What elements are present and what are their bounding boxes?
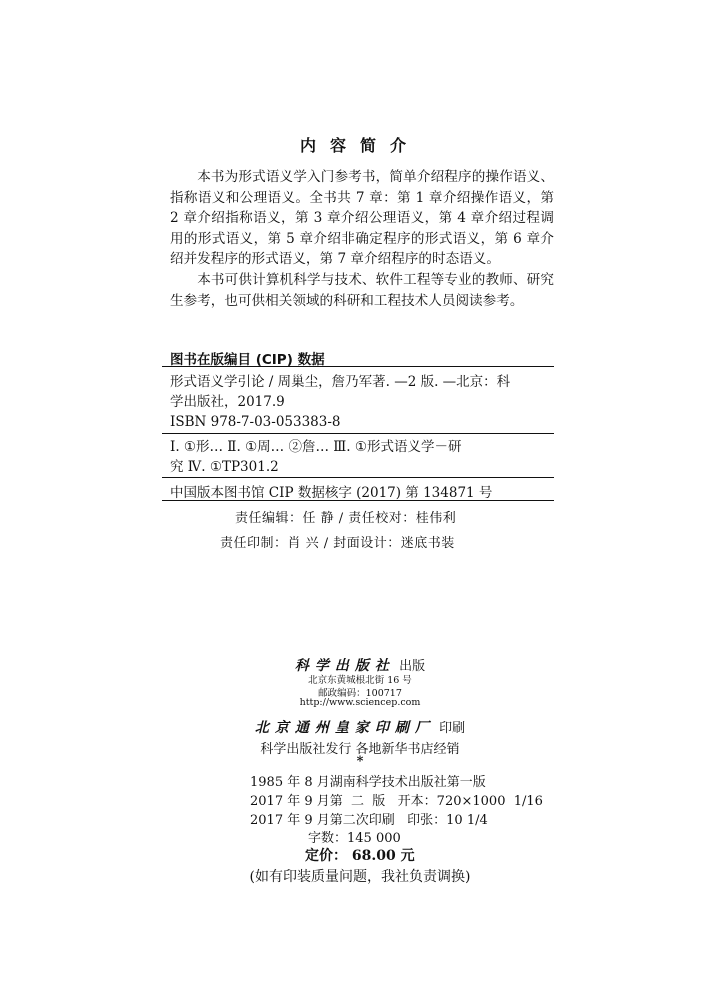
publisher-website: http://www.sciencep.com [299, 697, 421, 708]
printer-suffix: 印刷 [439, 721, 466, 736]
price-label: 定价： [305, 848, 347, 864]
summary-paragraph-2: 本书可供计算机科学与技术、软件工程等专业的教师、研究生参考，也可供相关领域的科研和工程技术人员阅读参考。 [170, 272, 554, 309]
publisher-postcode: 邮政编码：100717 [318, 688, 402, 699]
cip-isbn: ISBN 978-7-03-053383-8 [170, 414, 341, 430]
edition-first: 1985 年 8 月湖南科学技术出版社第一版 [250, 775, 486, 790]
quality-notice: (如有印装质量问题，我社负责调换) [249, 869, 471, 885]
separator-star: * [356, 754, 364, 769]
printer-logo-text: 北京通州皇家印刷厂 [254, 720, 435, 736]
publisher-suffix: 出版 [399, 659, 426, 674]
credits-editor-line: 责任编辑：任 静 / 责任校对：桂伟利 [235, 511, 457, 526]
summary-title: 内容简介 [299, 136, 420, 155]
cip-divider-1 [162, 433, 554, 434]
edition-second: 2017 年 9 月第 二 版 开本：720×1000 1/16 [250, 794, 543, 809]
cip-divider-2 [162, 477, 554, 478]
cip-title-line-2: 学出版社，2017.9 [170, 394, 285, 410]
cip-classification-line-2: 究 Ⅳ. ①TP301.2 [170, 459, 279, 475]
price-line [305, 845, 415, 865]
printing-info: 2017 年 9 月第二次印刷 印张：10 1/4 [250, 813, 488, 828]
word-count: 字数：145 000 [308, 831, 401, 846]
price-value: 68.00 [351, 848, 396, 864]
cip-heading: 图书在版编目 (CIP) 数据 [170, 352, 325, 368]
summary-paragraph-1: 本书为形式语义学入门参考书，简单介绍程序的操作语义、指称语义和公理语义。全书共 7 章：第 1 章介绍操作语义，第 2 章介绍指称语义，第 3 章介绍公理语义，第 4 章介绍过程调用的形式语义，第 5 章介绍非确定程序的形式语义，第 6 章介绍并发程序的形式语义，第 7 章介绍程序的时态语义。 [170, 169, 554, 267]
printer-line [0, 717, 720, 737]
distribution-line: 科学出版社发行 各地新华书店经销 [260, 742, 460, 757]
credits-printing-line: 责任印制：肖 兴 / 封面设计：迷底书装 [220, 536, 455, 551]
cip-bottom-rule [162, 500, 554, 501]
publisher-address: 北京东黄城根北街 16 号 [308, 675, 412, 686]
cip-top-rule [162, 366, 554, 367]
cip-title-line-1: 形式语义学引论 / 周巢尘，詹乃军著. —2 版. —北京：科 [170, 374, 511, 390]
price-unit: 元 [400, 848, 415, 864]
cip-number: 中国版本图书馆 CIP 数据核字 (2017) 第 134871 号 [170, 485, 493, 501]
cip-classification-line-1: Ⅰ. ①形… Ⅱ. ①周… ②詹… Ⅲ. ①形式语义学－研 [170, 439, 462, 455]
publisher-logo-text: 科学出版社 [294, 658, 395, 674]
